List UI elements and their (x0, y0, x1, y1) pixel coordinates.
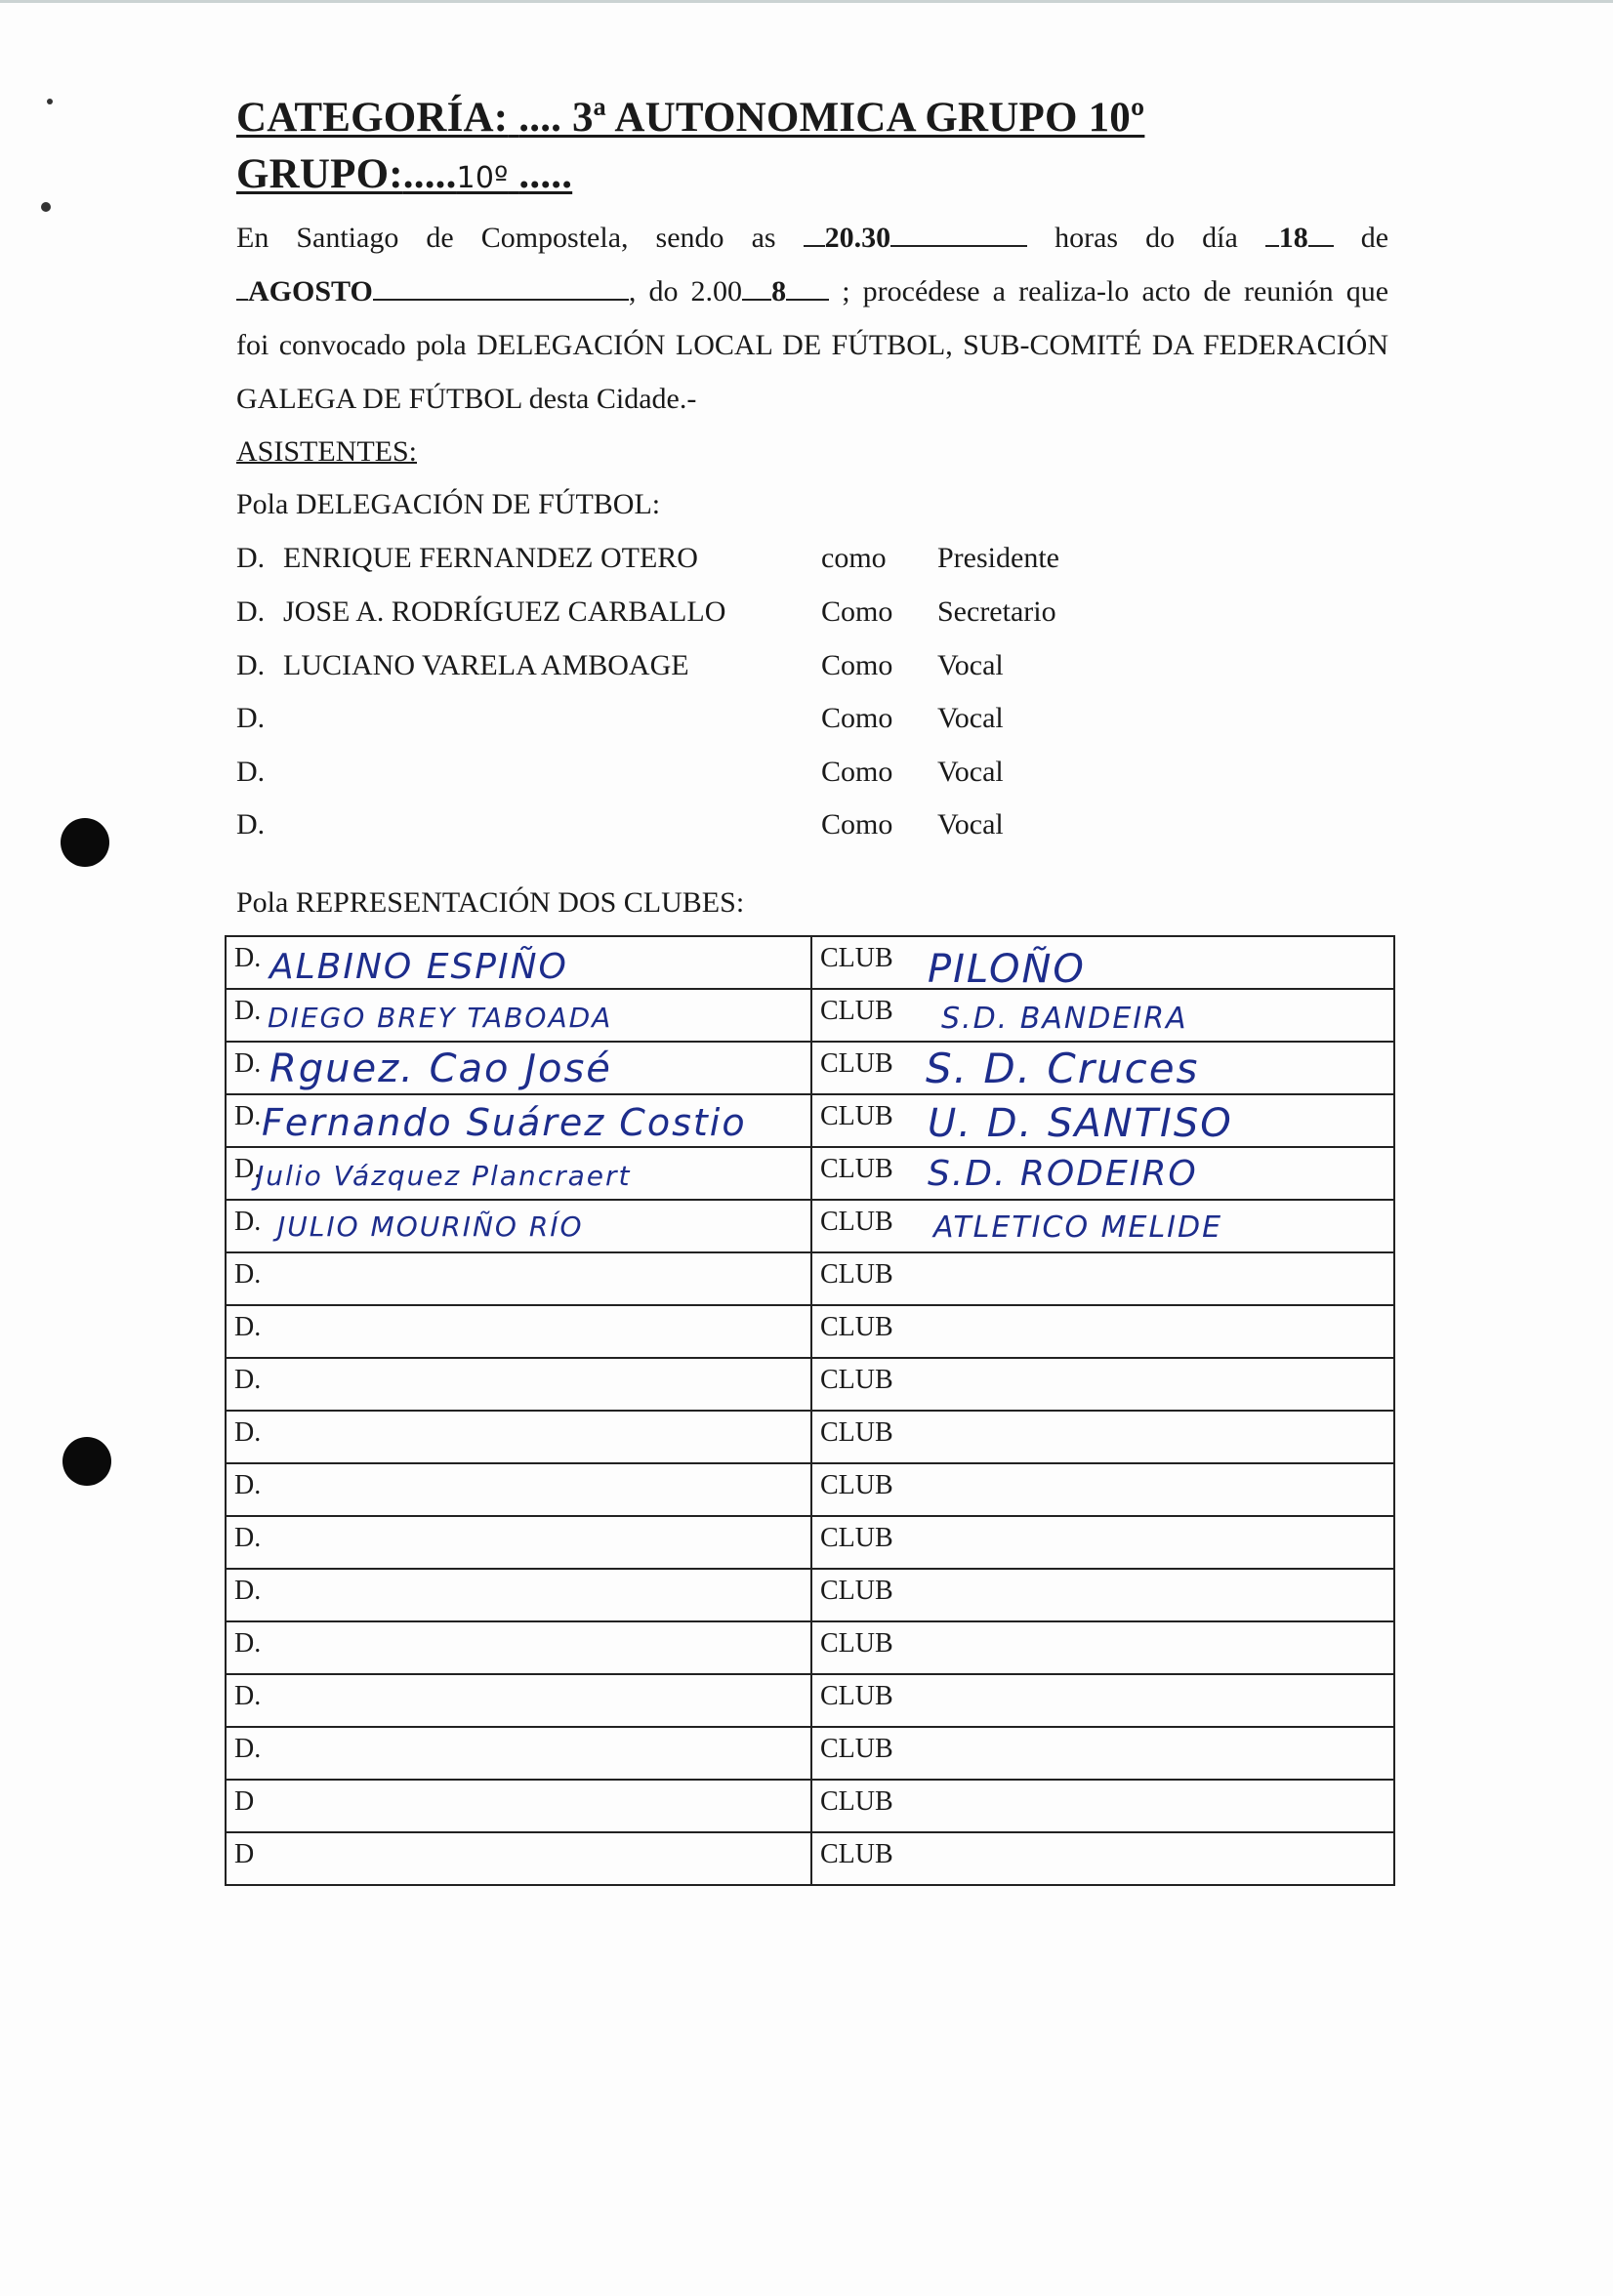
representative-cell (226, 1200, 811, 1252)
club-cell (811, 1463, 1394, 1516)
table-row (226, 1621, 1394, 1674)
asistente-role: Vocal (937, 649, 1004, 681)
club-label: CLUB (820, 1786, 893, 1817)
representative-cell (226, 1516, 811, 1569)
representative-cell (226, 936, 811, 989)
day-field (1265, 222, 1334, 254)
club-cell (811, 989, 1394, 1042)
representative-cell (226, 1411, 811, 1463)
representative-prefix: D. (234, 1048, 262, 1079)
table-row (226, 1727, 1394, 1780)
grupo-label: GRUPO: (236, 151, 403, 197)
representative-prefix: D. (234, 996, 262, 1026)
table-row (226, 1463, 1394, 1516)
hour-value: 20.30 (824, 222, 891, 254)
representative-cell (226, 1780, 811, 1832)
club-label: CLUB (820, 1576, 893, 1606)
club-cell (811, 1147, 1394, 1200)
table-row (226, 1569, 1394, 1621)
representative-cell (226, 1147, 811, 1200)
asistente-como: Como (821, 595, 893, 628)
representative-prefix: D. (234, 1681, 262, 1711)
asistente-role: Presidente (937, 542, 1059, 574)
representative-prefix: D. (234, 1312, 262, 1342)
asistente-como: Como (821, 649, 893, 681)
handwritten-club-name: S.D. BANDEIRA (941, 1002, 1188, 1036)
table-row (226, 1305, 1394, 1358)
representative-cell (226, 1621, 811, 1674)
representative-prefix: D. (234, 1365, 262, 1395)
club-label: CLUB (820, 1048, 893, 1079)
table-row (226, 1411, 1394, 1463)
club-cell (811, 1200, 1394, 1252)
representative-cell (226, 1042, 811, 1094)
table-row (226, 1780, 1394, 1832)
representative-prefix: D. (234, 1259, 262, 1290)
asistente-prefix: D. (236, 756, 266, 788)
club-cell (811, 1305, 1394, 1358)
intro-line-2-rest: ; procédese a realiza-lo acto de reunión que (842, 275, 1389, 308)
club-cell (811, 1411, 1394, 1463)
asistente-role: Vocal (937, 702, 1004, 734)
categoria-label: CATEGORÍA: (236, 95, 509, 141)
representative-cell (226, 1727, 811, 1780)
intro-line-1 (236, 211, 1388, 265)
representative-cell (226, 1252, 811, 1305)
club-label: CLUB (820, 1523, 893, 1553)
hour-field (804, 222, 1028, 254)
asistente-name: LUCIANO VARELA AMBOAGE (283, 649, 689, 681)
intro-word: horas (1055, 222, 1119, 254)
representative-cell (226, 1569, 811, 1621)
scan-speck (41, 202, 51, 212)
clubs-table (225, 935, 1395, 1886)
grupo-dots: ..... (402, 151, 457, 197)
club-cell (811, 1252, 1394, 1305)
representative-prefix: D. (234, 1628, 262, 1659)
scan-edge (0, 0, 1613, 3)
intro-paragraph (236, 211, 1388, 426)
table-row (226, 936, 1394, 989)
intro-line-3: foi convocado pola DELEGACIÓN LOCAL DE FÚTBOL, SUB-COMITÉ DA FEDERACIÓN (236, 329, 1388, 361)
punch-hole (62, 1437, 111, 1486)
club-cell (811, 1358, 1394, 1411)
intro-word: día (1202, 222, 1238, 254)
table-row (226, 1094, 1394, 1147)
intro-word: de (426, 222, 454, 254)
representative-prefix: D (234, 1786, 255, 1817)
intro-line-2 (236, 265, 1388, 318)
representative-prefix: D (234, 1839, 255, 1869)
representative-prefix: D. (234, 1523, 262, 1553)
club-label: CLUB (820, 1154, 893, 1184)
year-digit: 8 (771, 275, 787, 308)
club-cell (811, 1727, 1394, 1780)
club-label: CLUB (820, 1839, 893, 1869)
club-label: CLUB (820, 1259, 893, 1290)
club-cell (811, 1674, 1394, 1727)
intro-line-4: GALEGA DE FÚTBOL desta Cidade.- (236, 383, 697, 415)
club-label: CLUB (820, 1470, 893, 1500)
representative-prefix: D. (234, 943, 262, 973)
club-cell (811, 1042, 1394, 1094)
asistente-como: como (821, 542, 887, 574)
club-cell (811, 1094, 1394, 1147)
grupo-dots: ..... (518, 151, 573, 197)
representative-cell (226, 1305, 811, 1358)
club-cell (811, 1621, 1394, 1674)
table-row (226, 1042, 1394, 1094)
representative-prefix: D. (234, 1576, 262, 1606)
asistentes-subtitle: Pola DELEGACIÓN DE FÚTBOL: (236, 488, 661, 520)
asistente-prefix: D. (236, 808, 266, 840)
handwritten-representative-name: ALBINO ESPIÑO (269, 947, 568, 987)
club-cell (811, 1569, 1394, 1621)
handwritten-club-name: U. D. SANTISO (928, 1101, 1233, 1146)
month-value: AGOSTO (248, 275, 373, 308)
representative-cell (226, 1358, 811, 1411)
intro-word: de (1360, 222, 1389, 254)
punch-hole (61, 818, 109, 867)
club-cell (811, 1780, 1394, 1832)
club-label: CLUB (820, 1101, 893, 1131)
table-row (226, 1674, 1394, 1727)
clubs-title: Pola REPRESENTACIÓN DOS CLUBES: (236, 886, 745, 919)
asistente-prefix: D. (236, 702, 266, 734)
asistente-prefix: D. (236, 595, 266, 628)
intro-word: as (751, 222, 776, 254)
intro-word: Compostela, (480, 222, 629, 254)
day-value: 18 (1278, 222, 1308, 254)
club-label: CLUB (820, 1417, 893, 1448)
intro-word: sendo (655, 222, 724, 254)
asistente-name: ENRIQUE FERNANDEZ OTERO (283, 542, 698, 574)
asistente-role: Vocal (937, 808, 1004, 840)
table-row (226, 1358, 1394, 1411)
intro-word: do (1145, 222, 1176, 254)
asistente-role: Secretario (937, 595, 1056, 628)
asistente-como: Como (821, 702, 893, 734)
club-label: CLUB (820, 996, 893, 1026)
club-cell (811, 936, 1394, 992)
handwritten-club-name: PILOÑO (928, 947, 1086, 992)
representative-cell (226, 1674, 811, 1727)
handwritten-club-name: S. D. Cruces (926, 1045, 1200, 1092)
club-label: CLUB (820, 1207, 893, 1237)
representative-cell (226, 989, 811, 1042)
club-cell (811, 1516, 1394, 1569)
grupo-heading (236, 150, 572, 198)
table-row (226, 1516, 1394, 1569)
handwritten-representative-name: DIEGO BREY TABOADA (268, 1002, 613, 1034)
representative-cell (226, 1463, 811, 1516)
club-label: CLUB (820, 1681, 893, 1711)
table-row (226, 1252, 1394, 1305)
asistente-prefix: D. (236, 542, 266, 574)
table-row (226, 1200, 1394, 1252)
handwritten-representative-name: JULIO MOURIÑO RÍO (277, 1210, 584, 1243)
grupo-handwritten: 10º (456, 161, 509, 195)
handwritten-representative-name: Rguez. Cao José (269, 1046, 612, 1091)
handwritten-club-name: ATLETICO MELIDE (933, 1210, 1223, 1245)
representative-prefix: D. (234, 1470, 262, 1500)
club-label: CLUB (820, 1734, 893, 1764)
intro-word: Santiago (296, 222, 399, 254)
representative-cell (226, 1832, 811, 1885)
representative-prefix: D. (234, 1101, 262, 1131)
intro-word: En (236, 222, 269, 254)
representative-prefix: D. (234, 1154, 262, 1184)
representative-prefix: D. (234, 1417, 262, 1448)
asistente-name: JOSE A. RODRÍGUEZ CARBALLO (283, 595, 726, 628)
table-row (226, 1832, 1394, 1885)
handwritten-representative-name: Fernando Suárez Costio (262, 1101, 747, 1144)
table-row (226, 1147, 1394, 1200)
table-row (226, 989, 1394, 1042)
handwritten-representative-name: Julio Vázquez Plancraert (256, 1160, 632, 1192)
asistente-como: Como (821, 808, 893, 840)
club-label: CLUB (820, 943, 893, 973)
club-cell (811, 1832, 1394, 1885)
club-label: CLUB (820, 1312, 893, 1342)
year-prefix: , do 2.00 (628, 275, 743, 308)
handwritten-club-name: S.D. RODEIRO (928, 1154, 1198, 1194)
representative-cell (226, 1094, 811, 1147)
scan-speck (47, 99, 53, 104)
club-label: CLUB (820, 1365, 893, 1395)
categoria-heading (236, 94, 1144, 142)
asistente-role: Vocal (937, 756, 1004, 788)
asistentes-title: ASISTENTES: (236, 435, 418, 468)
clubs-table-body (226, 936, 1394, 1885)
asistente-como: Como (821, 756, 893, 788)
representative-prefix: D. (234, 1734, 262, 1764)
representative-prefix: D. (234, 1207, 262, 1237)
club-label: CLUB (820, 1628, 893, 1659)
categoria-value: .... 3ª AUTONOMICA GRUPO 10º (518, 95, 1145, 141)
asistente-prefix: D. (236, 649, 266, 681)
